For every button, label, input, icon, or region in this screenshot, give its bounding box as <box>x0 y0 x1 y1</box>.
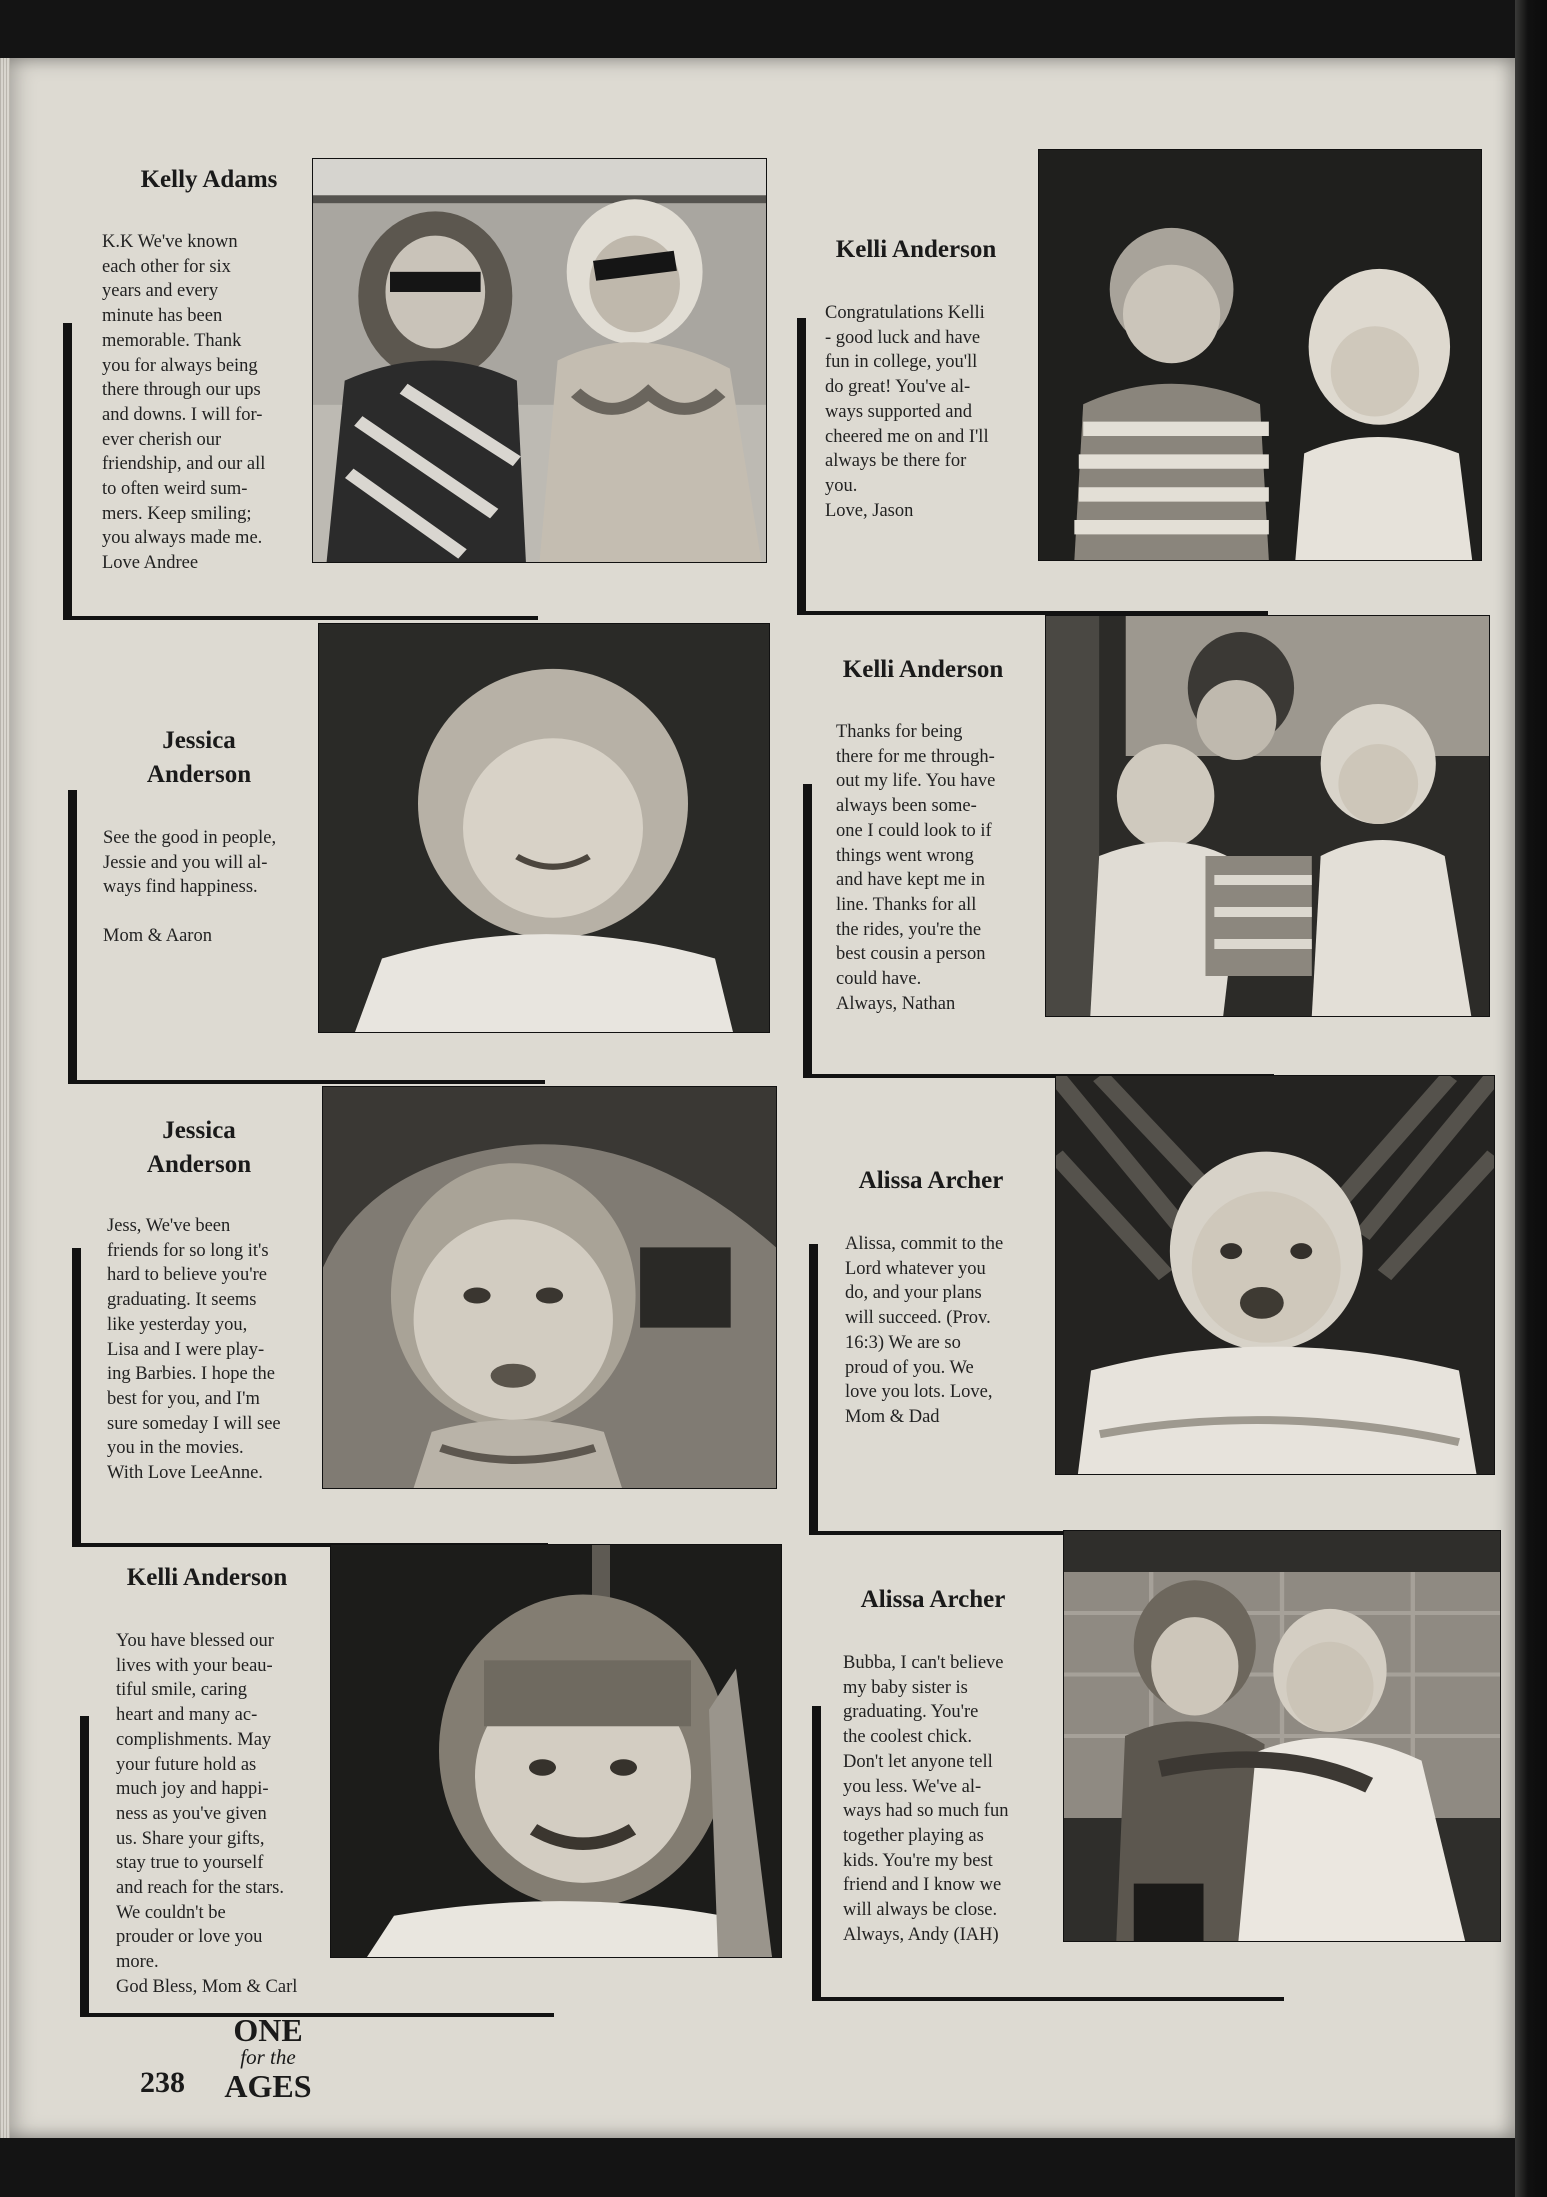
message-line: could have. <box>836 969 922 990</box>
message-line: Jess, We've been <box>107 1216 231 1236</box>
message-line: like yesterday you, <box>107 1314 248 1335</box>
message-line: You have blessed our <box>116 1631 274 1651</box>
message-line: your future hold as <box>116 1754 257 1775</box>
entry-name <box>98 163 320 197</box>
name-line: Alissa Archer <box>858 1167 1004 1194</box>
message-line: out my life. You have <box>836 771 996 792</box>
name-line: Kelli Anderson <box>842 656 1004 683</box>
message-line: cheered me on and I'll <box>825 426 989 447</box>
message-line: friends for so long it's <box>107 1240 269 1261</box>
message-line: best cousin a person <box>836 944 986 965</box>
message-line: ways supported and <box>825 401 972 422</box>
logo-line: AGES <box>224 2068 312 2104</box>
entry-message <box>116 1629 304 2000</box>
message-line: you. <box>825 475 858 496</box>
message-line: With Love LeeAnne. <box>107 1463 263 1484</box>
message-line: Jessie and you will al- <box>103 852 268 873</box>
one-for-the-ages-logo <box>218 2014 318 2102</box>
page-number: 238 <box>140 2066 185 2099</box>
message-line: Mom & Aaron <box>103 926 212 947</box>
message-line <box>103 900 293 924</box>
message-line: do, and your plans <box>845 1283 982 1304</box>
message-line: will always be close. <box>843 1900 998 1921</box>
entry-message <box>845 1232 1021 1430</box>
entry-name <box>88 1114 310 1182</box>
message-line: Bubba, I can't believe <box>843 1653 1004 1673</box>
name-line: Anderson <box>146 1150 252 1178</box>
message-line: proud of you. We <box>845 1357 974 1378</box>
entry-photo <box>330 1544 782 1958</box>
message-line: memorable. Thank <box>102 330 242 351</box>
message-line: there through our ups <box>102 380 261 401</box>
page-edges <box>0 58 10 2138</box>
message-line: one I could look to if <box>836 820 992 841</box>
name-line: Alissa Archer <box>860 1586 1006 1613</box>
message-line: to often weird sum- <box>102 479 248 500</box>
message-line: the rides, you're the <box>836 919 982 940</box>
message-line: more. <box>116 1952 159 1973</box>
name-line: Jessica <box>162 727 236 754</box>
message-line: you for always being <box>102 355 258 376</box>
message-line: things went wrong <box>836 845 974 866</box>
message-line: stay true to yourself <box>116 1853 264 1874</box>
message-line: always be there for <box>825 451 967 472</box>
message-line: do great! You've al- <box>825 377 971 398</box>
message-line: See the good in people, <box>103 828 277 848</box>
message-line: We couldn't be <box>116 1902 226 1923</box>
entry-name <box>88 724 310 792</box>
message-line: Love, Jason <box>825 500 914 521</box>
entry-name <box>805 233 1027 267</box>
message-line: Alissa, commit to the <box>845 1234 1004 1254</box>
message-line: always been some- <box>836 796 977 817</box>
message-line: K.K We've known <box>102 232 238 252</box>
message-line: Lord whatever you <box>845 1258 986 1279</box>
entry-name <box>822 1583 1044 1617</box>
message-line: Thanks for being <box>836 722 963 742</box>
entry-name <box>96 1561 318 1595</box>
message-line: you less. We've al- <box>843 1776 982 1797</box>
message-line: Mom & Dad <box>845 1406 940 1427</box>
entry-name <box>820 1164 1042 1198</box>
message-line: Love Andree <box>102 553 199 574</box>
name-line: Jessica <box>162 1117 236 1144</box>
message-line: minute has been <box>102 306 223 327</box>
entry-message <box>107 1214 297 1486</box>
message-line: will succeed. (Prov. <box>845 1308 991 1329</box>
message-line: best for you, and I'm <box>107 1388 260 1409</box>
message-line: - good luck and have <box>825 327 981 348</box>
entry-photo <box>318 623 770 1033</box>
message-line: there for me through- <box>836 746 995 767</box>
name-line: Kelli Anderson <box>126 1564 288 1591</box>
entry-message <box>102 230 284 576</box>
message-line: sure someday I will see <box>107 1413 281 1434</box>
message-line: much joy and happi- <box>116 1779 269 1800</box>
message-line: tiful smile, caring <box>116 1680 248 1701</box>
name-line: Kelly Adams <box>140 166 278 193</box>
message-line: Always, Nathan <box>836 993 956 1014</box>
message-line: graduating. You're <box>843 1702 979 1723</box>
message-line: years and every <box>102 281 219 302</box>
message-line: Congratulations Kelli <box>825 303 985 323</box>
entry-message <box>103 826 293 949</box>
message-line: us. Share your gifts, <box>116 1828 265 1849</box>
message-line: together playing as <box>843 1825 984 1846</box>
book-gutter <box>1515 0 1547 2197</box>
entry-photo <box>322 1086 777 1489</box>
message-line: God Bless, Mom & Carl <box>116 1976 298 1997</box>
entry-message <box>825 301 1011 523</box>
entry-photo <box>1038 149 1482 561</box>
entry-message <box>836 720 1016 1016</box>
name-line: Anderson <box>146 760 252 788</box>
message-line: and reach for the stars. <box>116 1878 284 1899</box>
name-line: Kelli Anderson <box>835 236 997 263</box>
message-line: complishments. May <box>116 1729 272 1750</box>
logo-line: ONE <box>233 2012 303 2048</box>
entry-message <box>843 1651 1029 1947</box>
message-line: mers. Keep smiling; <box>102 503 252 524</box>
message-line: you in the movies. <box>107 1438 244 1459</box>
message-line: ever cherish our <box>102 429 222 450</box>
message-line: prouder or love you <box>116 1927 263 1948</box>
message-line: each other for six <box>102 256 231 277</box>
message-line: 16:3) We are so <box>845 1332 961 1353</box>
message-line: lives with your beau- <box>116 1655 273 1676</box>
message-line: hard to believe you're <box>107 1265 268 1286</box>
message-line: the coolest chick. <box>843 1727 972 1748</box>
message-line: kids. You're my best <box>843 1850 993 1871</box>
message-line: fun in college, you'll <box>825 352 978 373</box>
entry-photo <box>1063 1530 1501 1942</box>
message-line: ways find happiness. <box>103 877 258 898</box>
entry-photo <box>1045 615 1490 1017</box>
message-line: friend and I know we <box>843 1875 1002 1896</box>
message-line: graduating. It seems <box>107 1290 257 1311</box>
message-line: and have kept me in <box>836 870 985 891</box>
message-line: and downs. I will for- <box>102 404 263 425</box>
message-line: Don't let anyone tell <box>843 1751 993 1772</box>
message-line: ing Barbies. I hope the <box>107 1364 275 1385</box>
message-line: love you lots. Love, <box>845 1382 993 1403</box>
message-line: you always made me. <box>102 528 263 549</box>
entry-photo <box>1055 1075 1495 1475</box>
message-line: my baby sister is <box>843 1677 968 1698</box>
message-line: Lisa and I were play- <box>107 1339 265 1360</box>
message-line: ways had so much fun <box>843 1801 1009 1822</box>
message-line: ness as you've given <box>116 1803 267 1824</box>
message-line: Always, Andy (IAH) <box>843 1924 999 1945</box>
message-line: line. Thanks for all <box>836 894 977 915</box>
entry-photo <box>312 158 767 563</box>
entry-name <box>812 653 1034 687</box>
message-line: friendship, and our all <box>102 454 266 475</box>
message-line: heart and many ac- <box>116 1705 258 1726</box>
logo-line: for the <box>240 2045 296 2069</box>
